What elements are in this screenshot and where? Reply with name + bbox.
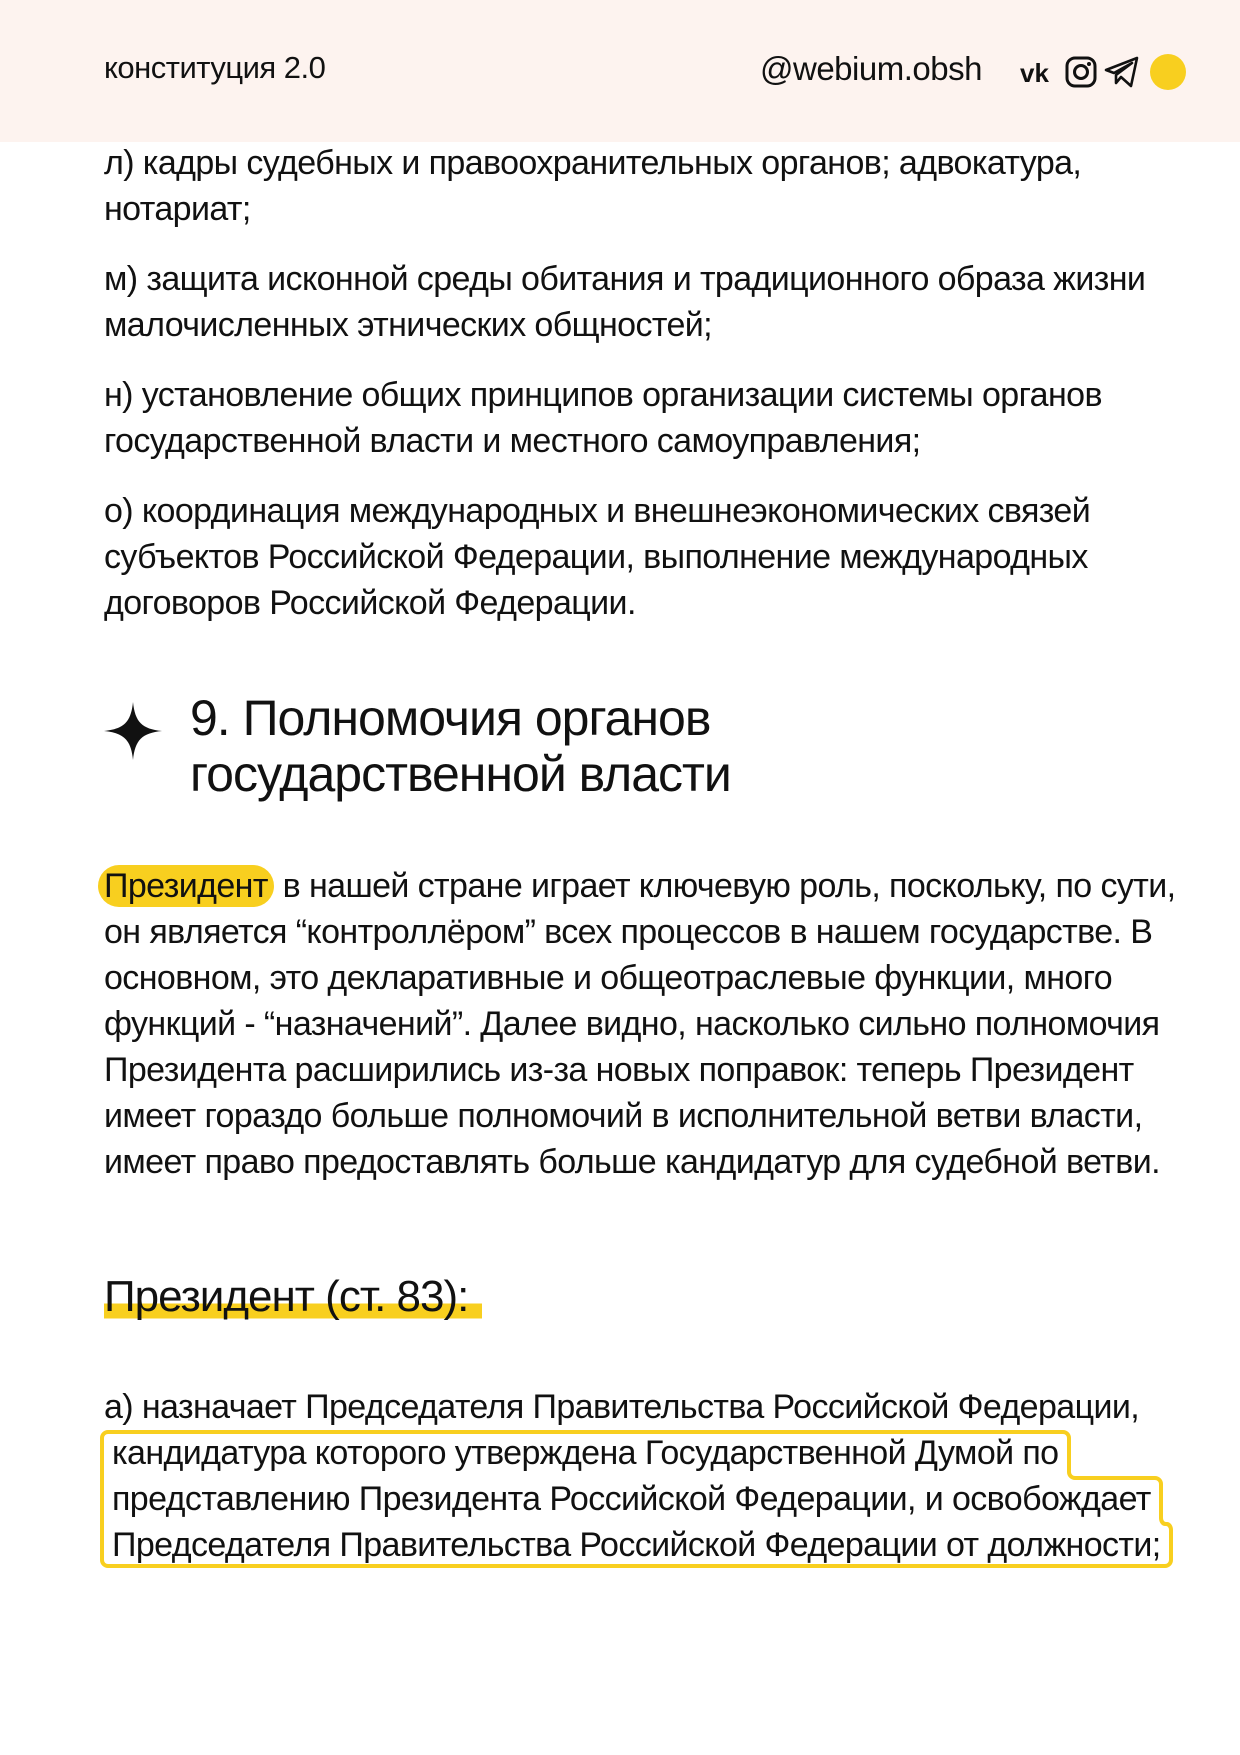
article-text: а) назначает Председателя Правительства Российской Федерации, — [104, 1388, 1140, 1426]
intro-text: в нашей стране играет ключевую роль, поскольку, по сути, он является “контроллёром” всех процессов в нашем государстве. В основном, это декларативные и общеотраслевые функции, много функций - “назначений”. Далее видно, насколько сильно полномочия Президента расширились из-за новых поправок: теперь Президент имеет гораздо больше полномочий в исполнительной ветви власти, имеет право предоставлять больше кандидатур для судебной ветви. — [104, 867, 1176, 1181]
list-item: н) установление общих принципов организации системы органов государственной власти и местного самоуправления; — [104, 376, 1102, 460]
list-continuation — [104, 140, 1184, 650]
article-heading: Президент (ст. 83): — [104, 1270, 482, 1324]
telegram-icon[interactable] — [1104, 56, 1140, 88]
social-links — [1018, 50, 1186, 94]
instagram-icon[interactable] — [1064, 55, 1098, 89]
highlighted-clause: кандидатура которого утверждена Государственной Думой по представлению Президента Российской Федерации, и освобождает Председателя Правительства Российской Федерации от должности; — [104, 1434, 1169, 1564]
article-item — [104, 1384, 1184, 1568]
vk-icon[interactable] — [1018, 58, 1058, 86]
intro-paragraph — [104, 863, 1184, 1185]
svg-text:vk: vk — [1020, 58, 1049, 86]
section-title: 9. Полномочия органов государственной власти — [190, 690, 731, 802]
list-item: л) кадры судебных и правоохранительных органов; адвокатура, нотариат; — [104, 144, 1082, 228]
highlighted-term: Президент — [98, 865, 274, 907]
accent-dot — [1150, 54, 1186, 90]
list-item: о) координация международных и внешнеэкономических связей субъектов Российской Федерации, выполнение международных договоров Российской Федерации. — [104, 492, 1091, 622]
page-header — [0, 0, 1240, 142]
brand-title: конституция 2.0 — [104, 50, 326, 85]
sparkle-icon — [104, 702, 162, 765]
list-item: м) защита исконной среды обитания и традиционного образа жизни малочисленных этнических общностей; — [104, 260, 1146, 344]
social-handle[interactable]: @webium.obsh — [760, 50, 982, 87]
